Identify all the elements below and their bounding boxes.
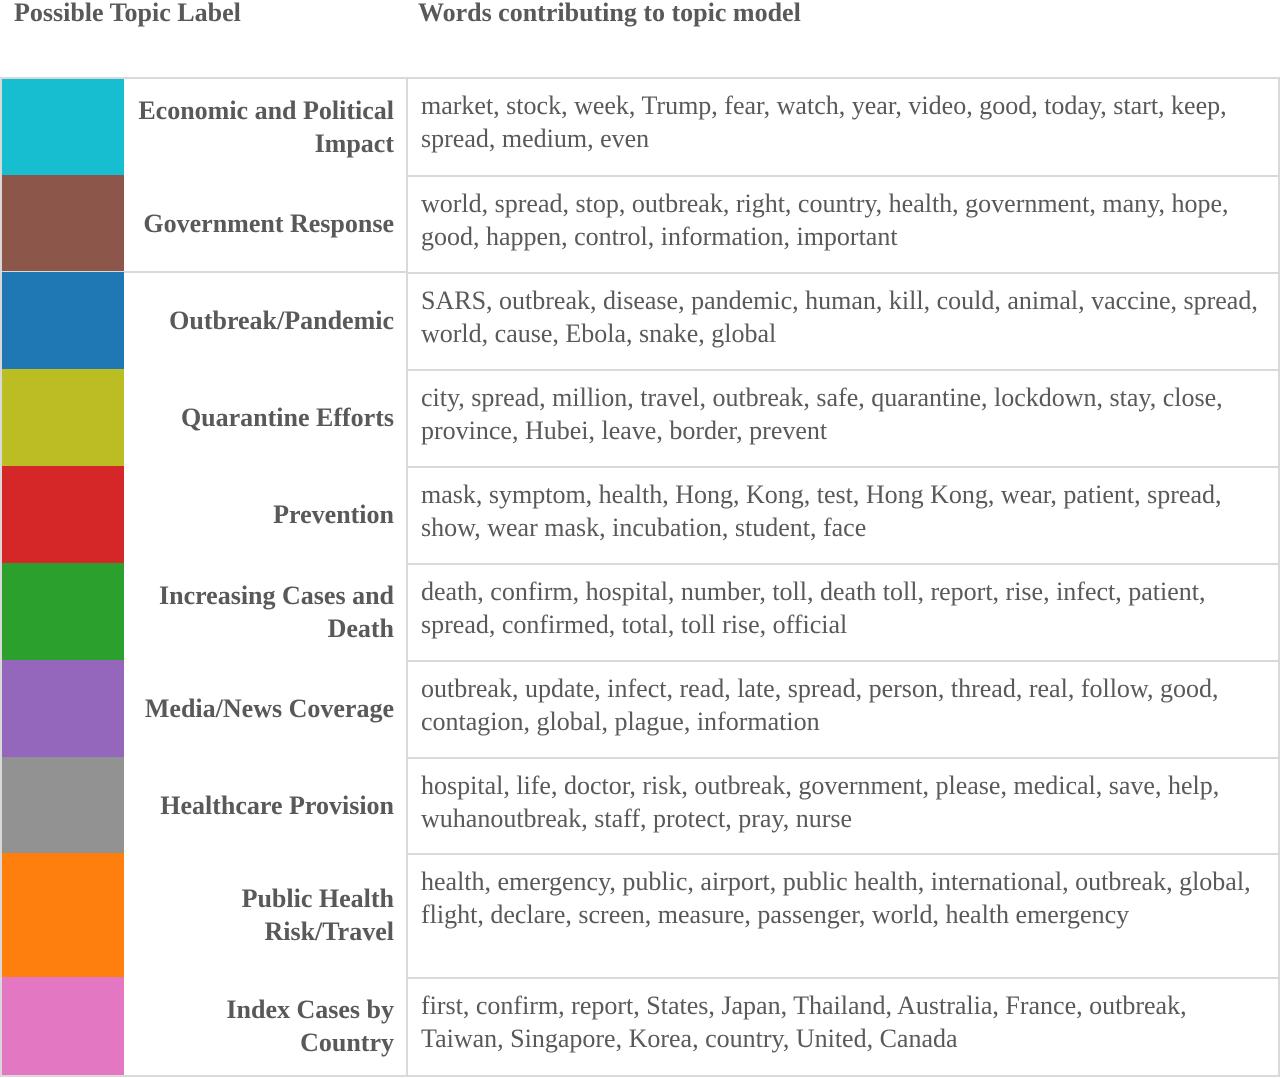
topic-words: mask, symptom, health, Hong, Kong, test, Hong Kong, wear, patient, spread, show, wear mask, incubation, student, face	[406, 466, 1278, 563]
topic-color-swatch	[2, 660, 124, 757]
topic-label: Government Response	[143, 209, 394, 238]
table-row	[2, 466, 1278, 563]
topic-label: Outbreak/Pandemic	[169, 306, 394, 335]
topic-color-swatch	[2, 563, 124, 660]
table-row	[2, 977, 1278, 1075]
topic-color-swatch	[2, 79, 124, 175]
label-column-header: Possible Topic Label	[14, 0, 241, 27]
words-column-header: Words contributing to topic model	[418, 0, 801, 27]
topic-color-swatch	[2, 175, 124, 272]
topic-words: death, confirm, hospital, number, toll, death toll, report, rise, infect, patient, spread, confirmed, total, toll rise, official	[406, 563, 1278, 660]
topic-words: first, confirm, report, States, Japan, Thailand, Australia, France, outbreak, Taiwan, Singapore, Korea, country, United, Canada	[406, 977, 1278, 1075]
topic-label: Prevention	[273, 500, 394, 529]
topic-label: Healthcare Provision	[160, 790, 394, 820]
topic-color-swatch	[2, 272, 124, 369]
table-row	[2, 272, 1278, 369]
table-row	[2, 757, 1278, 853]
topic-words: health, emergency, public, airport, public health, international, outbreak, global, flight, declare, screen, measure, passenger, world, health emergency	[406, 853, 1278, 977]
topic-words: city, spread, million, travel, outbreak, safe, quarantine, lockdown, stay, close, province, Hubei, leave, border, prevent	[406, 369, 1278, 466]
topic-color-swatch	[2, 466, 124, 563]
topic-color-swatch	[2, 977, 124, 1075]
topic-words: outbreak, update, infect, read, late, spread, person, thread, real, follow, good, contagion, global, plague, information	[406, 660, 1278, 757]
table-row	[2, 660, 1278, 757]
table-row	[2, 79, 1278, 175]
topic-words: hospital, life, doctor, risk, outbreak, government, please, medical, save, help, wuhanoutbreak, staff, protect, pray, nurse	[406, 757, 1278, 853]
topic-label: Quarantine Efforts	[180, 403, 394, 432]
table-row	[2, 563, 1278, 660]
topic-label: Public Health Risk/Travel	[241, 884, 394, 946]
topic-label: Increasing Cases and Death	[158, 580, 394, 643]
topic-words: world, spread, stop, outbreak, right, country, health, government, many, hope, good, happen, control, information, important	[406, 175, 1278, 272]
topic-table	[0, 77, 1280, 1077]
topic-label: Index Cases by Country	[226, 995, 394, 1057]
topic-label: Media/News Coverage	[144, 694, 394, 723]
topic-color-swatch	[2, 853, 124, 977]
table-row	[2, 853, 1278, 977]
topic-color-swatch	[2, 369, 124, 466]
topic-label: Economic and Political Impact	[138, 96, 394, 158]
topic-color-swatch	[2, 757, 124, 853]
topic-words: market, stock, week, Trump, fear, watch, year, video, good, today, start, keep, spread, medium, even	[406, 79, 1278, 175]
table-row	[2, 175, 1278, 272]
table-row	[2, 369, 1278, 466]
topic-words: SARS, outbreak, disease, pandemic, human, kill, could, animal, vaccine, spread, world, cause, Ebola, snake, global	[406, 272, 1278, 369]
